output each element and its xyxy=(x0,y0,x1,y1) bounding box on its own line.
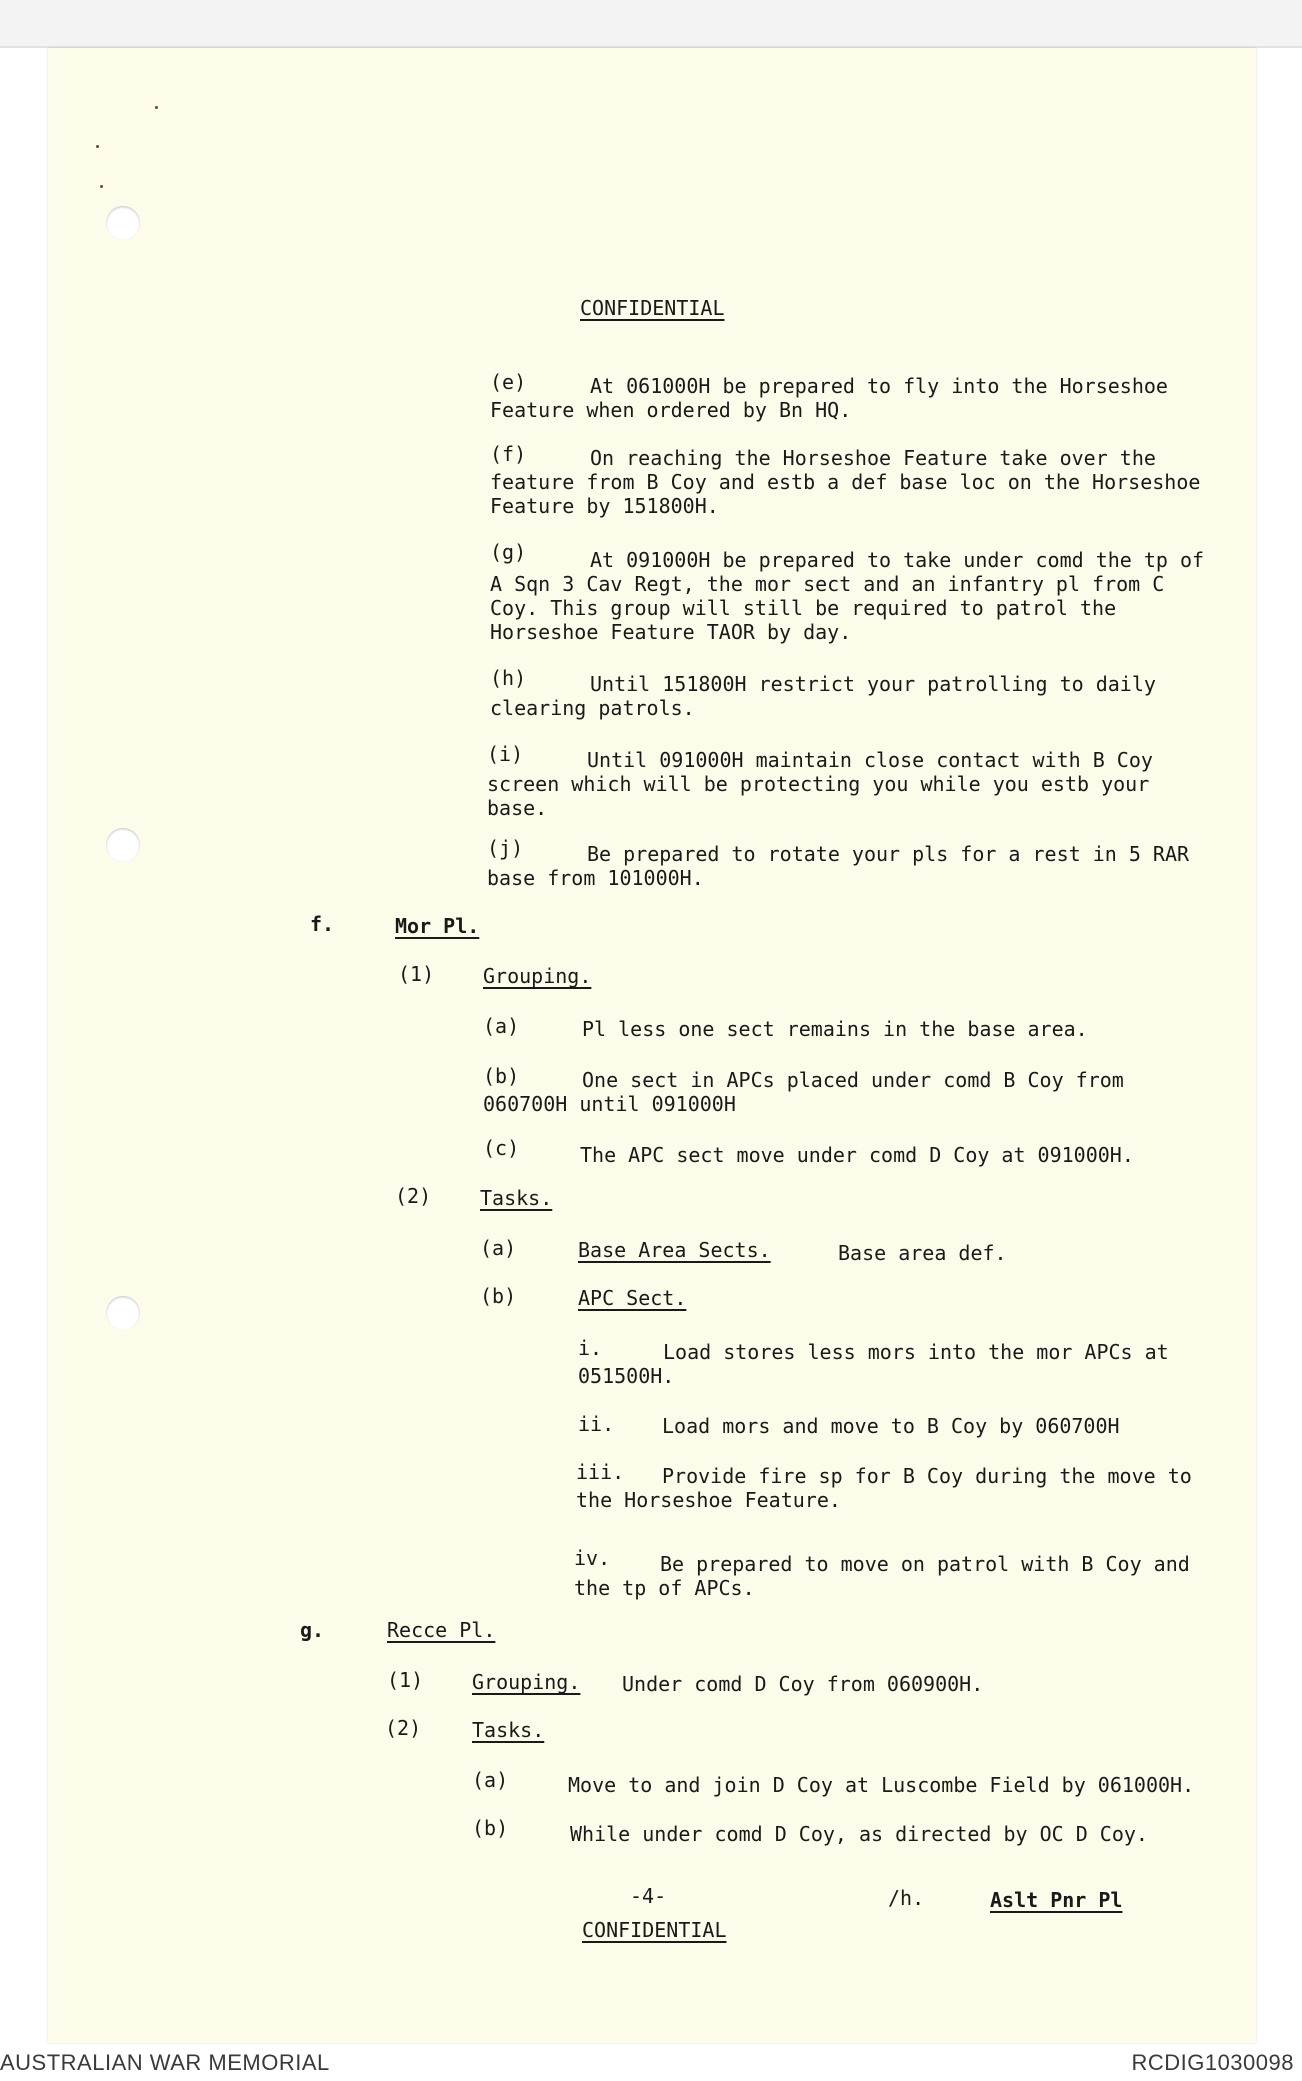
item-text: Base area def. xyxy=(838,1241,1007,1265)
punch-hole xyxy=(106,1296,140,1330)
item-label: (a) xyxy=(483,1014,520,1038)
subsection-title: Grouping. xyxy=(472,1670,581,1694)
subsection-label: (1) xyxy=(398,962,435,986)
item-text: Pl less one sect remains in the base area. xyxy=(582,1017,1088,1041)
item-text: At 091000H be prepared to take under comd the tp of A Sqn 3 Cav Regt, the mor sect and an infantry pl from C Coy. This group will still be required to patrol the Horseshoe Feature TAOR by day. xyxy=(490,548,1205,644)
subsection-title: Tasks. xyxy=(480,1186,553,1210)
archive-institution: AUSTRALIAN WAR MEMORIAL xyxy=(0,2050,330,2075)
section-label: g. xyxy=(300,1618,325,1642)
subsection-label: (1) xyxy=(387,1668,424,1692)
continuation-title: Aslt Pnr Pl xyxy=(990,1888,1123,1912)
paper-speck xyxy=(155,106,158,109)
subsection-title: Tasks. xyxy=(472,1718,545,1742)
subitem-text: Load mors and move to B Coy by 060700H xyxy=(662,1414,1120,1438)
continuation-prefix: /h. xyxy=(888,1886,925,1910)
item-text: The APC sect move under comd D Coy at 091000H. xyxy=(580,1143,1134,1167)
subsection-text: Under comd D Coy from 060900H. xyxy=(622,1672,984,1696)
item-text: Move to and join D Coy at Luscombe Field by 061000H. xyxy=(568,1773,1195,1797)
subsection-title: Grouping. xyxy=(483,964,592,988)
item-label: (b) xyxy=(483,1064,520,1088)
item-title: Base Area Sects. xyxy=(578,1238,771,1262)
item-title: APC Sect. xyxy=(578,1286,687,1310)
item-label: (b) xyxy=(472,1816,509,1840)
item-label: (e) xyxy=(490,370,527,394)
item-text: Be prepared to rotate your pls for a rest in 5 RAR base from 101000H. xyxy=(487,842,1190,890)
paper-speck xyxy=(96,145,99,148)
classification-footer: CONFIDENTIAL xyxy=(582,1918,727,1942)
item-text: One sect in APCs placed under comd B Coy from 060700H until 091000H xyxy=(483,1068,1124,1116)
section-label: f. xyxy=(310,912,335,936)
punch-hole xyxy=(106,828,140,862)
subitem-text: Provide fire sp for B Coy during the move to the Horseshoe Feature. xyxy=(576,1464,1192,1512)
section-title: Recce Pl. xyxy=(387,1618,496,1642)
scan-top-margin xyxy=(0,0,1302,48)
item-label: (a) xyxy=(472,1768,509,1792)
item-label: (f) xyxy=(490,442,527,466)
subitem-label: iv. xyxy=(574,1546,611,1570)
item-label: (c) xyxy=(483,1136,520,1160)
paper-speck xyxy=(100,185,103,188)
archive-reference: RCDIG1030098 xyxy=(1131,2050,1294,2075)
subitem-label: ii. xyxy=(578,1412,615,1436)
subitem-text: Load stores less mors into the mor APCs at 051500H. xyxy=(578,1340,1169,1388)
item-label: (j) xyxy=(487,836,524,860)
classification-header: CONFIDENTIAL xyxy=(580,296,725,320)
subitem-label: i. xyxy=(578,1336,603,1360)
item-text: Until 091000H maintain close contact with B Coy screen which will be protecting you while you estb your base. xyxy=(487,748,1153,820)
subsection-label: (2) xyxy=(395,1184,432,1208)
item-text: While under comd D Coy, as directed by OC D Coy. xyxy=(570,1822,1148,1846)
item-text: Until 151800H restrict your patrolling to daily clearing patrols. xyxy=(490,672,1156,720)
punch-hole xyxy=(106,206,140,240)
section-title: Mor Pl. xyxy=(395,914,480,938)
item-text: On reaching the Horseshoe Feature take over the feature from B Coy and estb a def base loc on the Horseshoe Feature by 151800H. xyxy=(490,446,1201,518)
subitem-text: Be prepared to move on patrol with B Coy and the tp of APCs. xyxy=(574,1552,1190,1600)
item-label: (h) xyxy=(490,666,527,690)
subitem-label: iii. xyxy=(576,1460,625,1484)
item-label: (b) xyxy=(480,1284,517,1308)
item-label: (i) xyxy=(487,742,524,766)
item-label: (a) xyxy=(480,1236,517,1260)
subsection-label: (2) xyxy=(385,1716,422,1740)
item-label: (g) xyxy=(490,540,527,564)
document-sheet xyxy=(48,48,1256,2043)
page-number: -4- xyxy=(630,1884,667,1908)
item-text: At 061000H be prepared to fly into the Horseshoe Feature when ordered by Bn HQ. xyxy=(490,374,1168,422)
